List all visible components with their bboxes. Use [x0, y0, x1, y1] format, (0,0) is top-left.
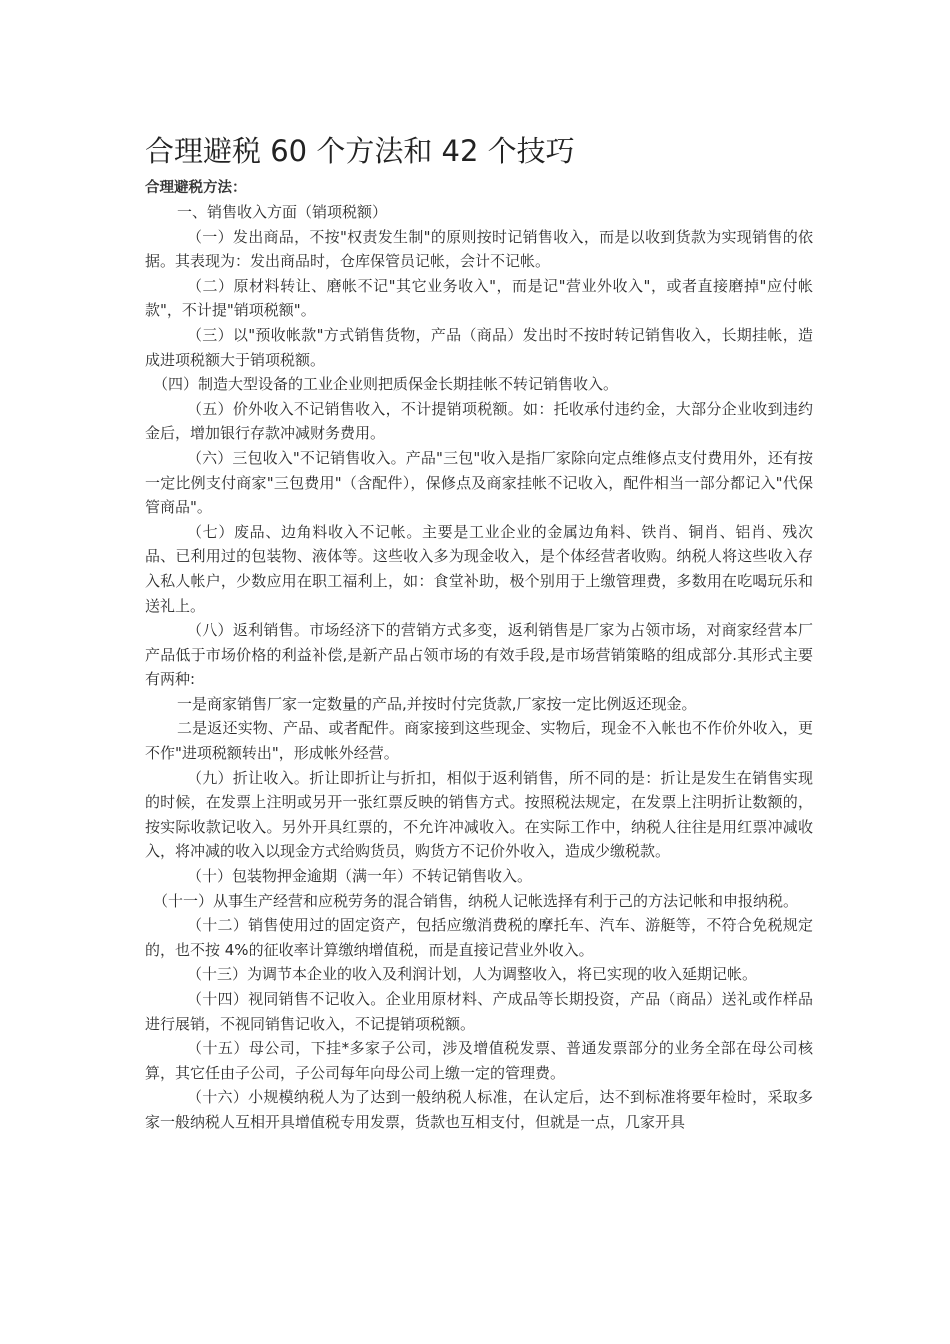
section-heading: 合理避税方法： — [145, 180, 247, 196]
paragraph: （二）原材料转让、磨帐不记"其它业务收入"，而是记"营业外收入"，或者直接磨掉"应付帐款"，不计提"销项税额"。 — [145, 276, 813, 320]
paragraph: （九）折让收入。折让即折让与折扣，相似于返利销售，所不同的是：折让是发生在销售实现的时候，在发票上注明或另开一张红票反映的销售方式。按照税法规定，在发票上注明折让数额的，按实际收款记收入。另外开具红票的，不允许冲减收入。在实际工作中，纳税人往往是用红票冲减收入，将冲减的收入以现金方式给购货员，购货方不记价外收入，造成少缴税款。 — [145, 768, 813, 861]
document-page — [145, 128, 813, 1135]
document-title: 合理避税 60 个方法和 42 个技巧 — [145, 134, 575, 168]
paragraph: （十六）小规模纳税人为了达到一般纳税人标准，在认定后，达不到标准将要年检时，采取多家一般纳税人互相开具增值税专用发票，货款也互相支付，但就是一点，几家开具 — [145, 1088, 813, 1131]
paragraph: （十三）为调节本企业的收入及利润计划，人为调整收入，将已实现的收入延期记帐。 — [187, 965, 758, 984]
paragraph: 二是返还实物、产品、或者配件。商家接到这些现金、实物后，现金不入帐也不作价外收入，更不作"进项税额转出"，形成帐外经营。 — [145, 719, 813, 763]
paragraph: 一是商家销售厂家一定数量的产品,并按时付完货款,厂家按一定比例返还现金。 — [177, 694, 697, 713]
paragraph: （六）三包收入"不记销售收入。产品"三包"收入是指厂家除向定点维修点支付费用外，还有按一定比例支付商家"三包费用"（含配件），保修点及商家挂帐不记收入，配件相当一部分都记入"代保管商品"。 — [145, 448, 813, 517]
paragraph: （十一）从事生产经营和应税劳务的混合销售，纳税人记帐选择有利于己的方法记帐和申报纳税。 — [153, 891, 799, 910]
paragraph: （十二）销售使用过的固定资产，包括应缴消费税的摩托车、汽车、游艇等，不符合免税规定的，也不按 4%的征收率计算缴纳增值税，而是直接记营业外收入。 — [145, 916, 813, 959]
paragraph: （四）制造大型设备的工业企业则把质保金长期挂帐不转记销售收入。 — [153, 375, 619, 394]
paragraph: （三）以"预收帐款"方式销售货物，产品（商品）发出时不按时转记销售收入，长期挂帐，造成进项税额大于销项税额。 — [145, 325, 813, 369]
paragraph: （十）包装物押金逾期（满一年）不转记销售收入。 — [187, 867, 533, 886]
paragraph-list — [145, 200, 813, 1135]
paragraph: 一、销售收入方面（销项税额） — [177, 203, 388, 221]
paragraph: （十五）母公司，下挂*多家子公司，涉及增值税发票、普通发票部分的业务全部在母公司核算，其它任由子公司，子公司每年向母公司上缴一定的管理费。 — [145, 1039, 813, 1082]
paragraph: （五）价外收入不记销售收入，不计提销项税额。如：托收承付违约金，大部分企业收到违约金后，增加银行存款冲减财务费用。 — [145, 399, 813, 443]
paragraph: （一）发出商品，不按"权责发生制"的原则按时记销售收入，而是以收到货款为实现销售的依据。其表现为：发出商品时，仓库保管员记帐，会计不记帐。 — [145, 227, 813, 271]
paragraph: （十四）视同销售不记收入。企业用原材料、产成品等长期投资，产品（商品）送礼或作样品进行展销，不视同销售记收入，不记提销项税额。 — [145, 990, 813, 1033]
paragraph: （七）废品、边角料收入不记帐。主要是工业企业的金属边角料、铁肖、铜肖、铝肖、残次品、已利用过的包装物、液体等。这些收入多为现金收入，是个体经营者收购。纳税人将这些收入存入私人帐户，少数应用在职工福利上，如：食堂补助，极个别用于上缴管理费，多数用在吃喝玩乐和送礼上。 — [145, 522, 813, 615]
paragraph: （八）返利销售。市场经济下的营销方式多变，返利销售是厂家为占领市场，对商家经营本厂产品低于市场价格的利益补偿,是新产品占领市场的有效手段,是市场营销策略的组成部分.其形式主要有两种: — [145, 621, 813, 689]
